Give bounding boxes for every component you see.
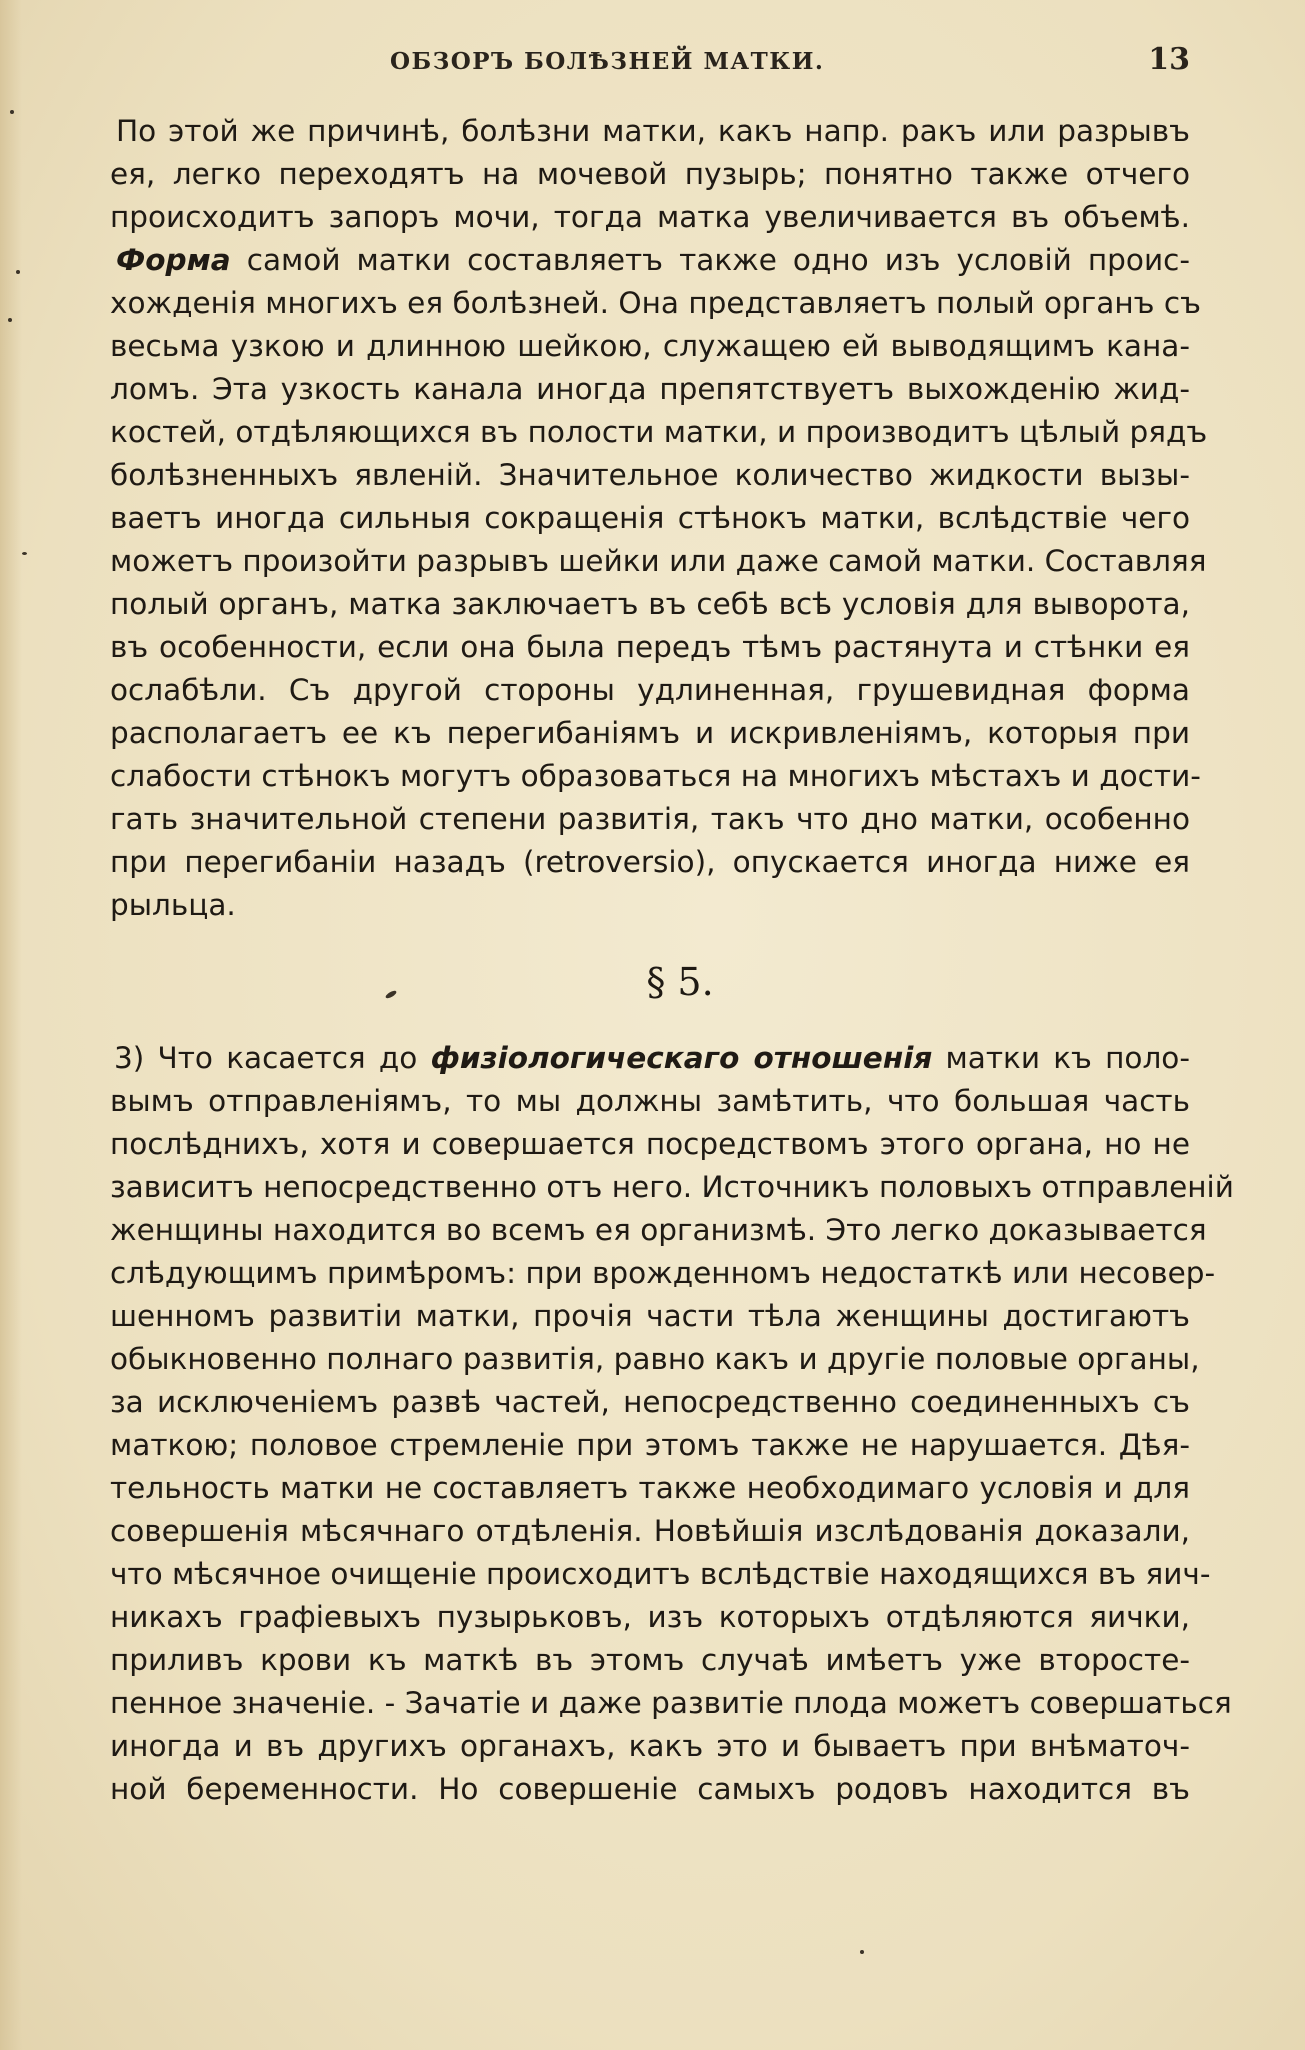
text-line: что мѣсячное очищенiе происходитъ вслѣдствiе находящихся въ яич- bbox=[110, 1557, 1211, 1591]
ink-speck bbox=[8, 318, 12, 322]
text-line: происходитъ запоръ мочи, тогда матка увеличивается въ объемѣ. bbox=[110, 200, 1190, 234]
text-line: полый органъ, матка заключаетъ въ себѣ всѣ условiя для выворота, bbox=[110, 587, 1190, 621]
text-line: приливъ крови къ маткѣ въ этомъ случаѣ имѣетъ уже второсте- bbox=[110, 1643, 1190, 1677]
text-line bbox=[110, 1037, 1190, 1080]
text-line-lead: 3) Что касается до bbox=[114, 1041, 431, 1075]
text-line: женщины находится во всемъ ея организмѣ. Это легко доказывается bbox=[110, 1213, 1207, 1247]
text-line: совершенiя мѣсячнаго отдѣленiя. Новѣйшiя изслѣдованiя доказали, bbox=[110, 1514, 1190, 1548]
ink-speck bbox=[16, 270, 20, 274]
text-line-rest: самой матки составляетъ также одно изъ условiй проис- bbox=[230, 243, 1190, 277]
text-line: весьма узкою и длинною шейкою, служащею ей выводящимъ кана- bbox=[110, 329, 1190, 363]
emphasis-physiological: физiологическаго отношенiя bbox=[430, 1041, 933, 1075]
text-line: болѣзненныхъ явленiй. Значительное количество жидкости вызы- bbox=[110, 458, 1190, 492]
text-line: за исключенiемъ развѣ частей, непосредственно соединенныхъ съ bbox=[110, 1385, 1190, 1419]
text-line: послѣднихъ, хотя и совершается посредствомъ этого органа, но не bbox=[110, 1127, 1190, 1161]
text-line: слабости стѣнокъ могутъ образоваться на многихъ мѣстахъ и дости- bbox=[110, 759, 1201, 793]
text-line: вымъ отправленiямъ, то мы должны замѣтить, что большая часть bbox=[110, 1084, 1190, 1118]
text-line bbox=[110, 239, 1190, 282]
text-line: ваетъ иногда сильныя сокращенiя стѣнокъ матки, вслѣдствiе чего bbox=[110, 501, 1190, 535]
text-line: никахъ графiевыхъ пузырьковъ, изъ которыхъ отдѣляются яички, bbox=[110, 1600, 1190, 1634]
text-line: хожденiя многихъ ея болѣзней. Она представляетъ полый органъ съ bbox=[110, 286, 1201, 320]
text-line: ной беременности. Но совершенiе самыхъ родовъ находится въ bbox=[110, 1772, 1190, 1806]
text-line: иногда и въ другихъ органахъ, какъ это и бываетъ при внѣматоч- bbox=[110, 1729, 1190, 1763]
ink-speck bbox=[22, 552, 27, 555]
page-edge-shadow bbox=[0, 0, 22, 2050]
text-line: располагаетъ ее къ перегибанiямъ и искривленiямъ, которыя при bbox=[110, 716, 1190, 750]
text-line: костей, отдѣляющихся въ полости матки, и производитъ цѣлый рядъ bbox=[110, 415, 1208, 449]
text-line: маткою; половое стремленiе при этомъ также не нарушается. Дѣя- bbox=[110, 1428, 1190, 1462]
text-line: ломъ. Эта узкость канала иногда препятствуетъ выхожденiю жид- bbox=[110, 372, 1190, 406]
text-line: ослабѣли. Съ другой стороны удлиненная, грушевидная форма bbox=[110, 673, 1190, 707]
text-line: шенномъ развитiи матки, прочiя части тѣла женщины достигаютъ bbox=[110, 1299, 1190, 1333]
text-line: тельность матки не составляетъ также необходимаго условiя и для bbox=[110, 1471, 1190, 1505]
text-line-rest: матки къ поло- bbox=[932, 1041, 1190, 1075]
text-line: въ особенности, если она была передъ тѣмъ растянута и стѣнки ея bbox=[110, 630, 1190, 664]
text-line: гать значительной степени развитiя, такъ что дно матки, особенно bbox=[110, 802, 1190, 836]
text-line: обыкновенно полнаго развитiя, равно какъ и другiе половые органы, bbox=[110, 1342, 1200, 1376]
ink-speck bbox=[10, 110, 14, 114]
text-line: можетъ произойти разрывъ шейки или даже самой матки. Составляя bbox=[110, 544, 1207, 578]
emphasis-forma: Форма bbox=[116, 243, 231, 277]
text-line: пенное значенiе. - Зачатiе и даже развитiе плода можетъ совершаться bbox=[110, 1686, 1232, 1720]
running-title: ОБЗОРЪ БОЛѢЗНЕЙ МАТКИ. bbox=[390, 48, 825, 75]
text-line: По этой же причинѣ, болѣзни матки, какъ напр. ракъ или разрывъ bbox=[116, 114, 1190, 148]
ink-speck bbox=[860, 1950, 864, 1954]
text-line: зависитъ непосредственно отъ него. Источникъ половыхъ отправленiй bbox=[110, 1170, 1234, 1204]
page-number: 13 bbox=[1148, 42, 1190, 77]
section-heading: § 5. bbox=[646, 960, 714, 1004]
text-line: рыльца. bbox=[110, 888, 236, 922]
page-header bbox=[110, 42, 1190, 82]
body-text bbox=[110, 110, 1234, 1811]
text-line: слѣдующимъ примѣромъ: при врожденномъ недостаткѣ или несовер- bbox=[110, 1256, 1216, 1290]
text-line: при перегибанiи назадъ (retroversio), опускается иногда ниже ея bbox=[110, 845, 1190, 879]
text-line: ея, легко переходятъ на мочевой пузырь; понятно также отчего bbox=[110, 157, 1190, 191]
